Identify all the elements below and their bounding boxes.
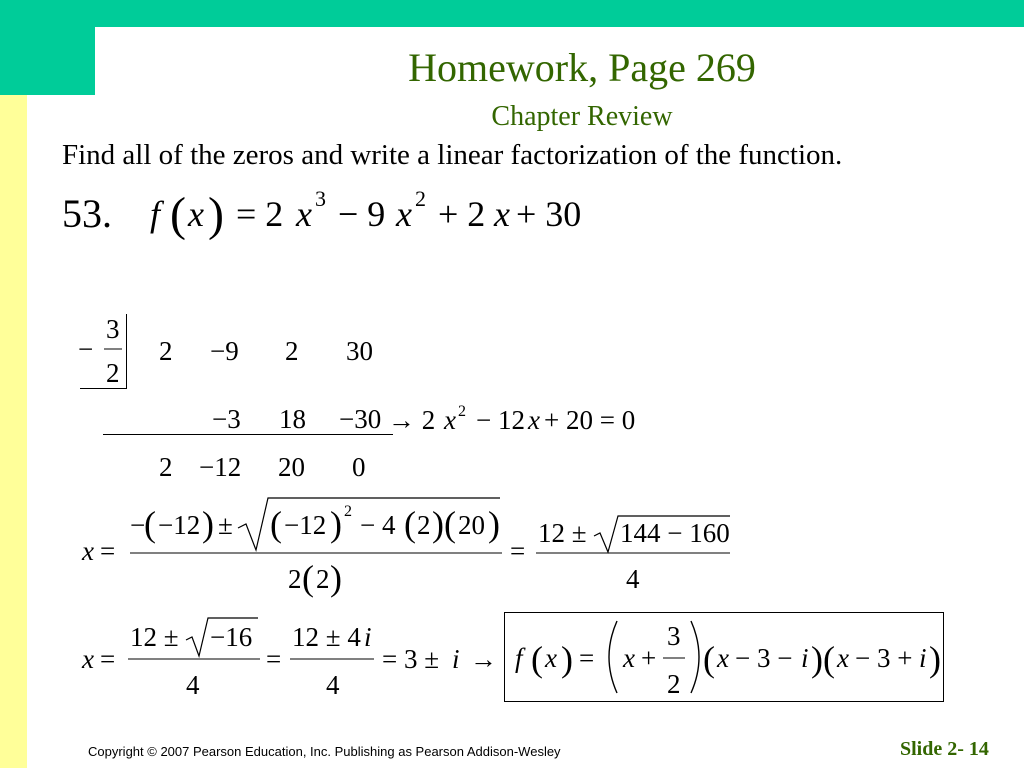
coefficient: 30 — [346, 336, 373, 366]
slide-number: Slide 2- 14 — [900, 738, 989, 760]
result-value: 2 — [159, 452, 173, 482]
svg-text:− 12: − 12 — [476, 405, 525, 435]
svg-text:): ) — [202, 504, 214, 544]
svg-text:=: = — [100, 536, 116, 566]
svg-text:4: 4 — [326, 670, 340, 700]
product: −3 — [212, 404, 241, 434]
svg-text:2: 2 — [106, 358, 120, 388]
svg-text:→: → — [470, 644, 497, 674]
svg-text:(: ( — [404, 504, 416, 544]
svg-text:2: 2 — [667, 669, 681, 699]
copyright-text: Copyright © 2007 Pearson Education, Inc. Publishing as Pearson Addison-Wesley — [88, 744, 561, 759]
svg-text:+ 20 = 0: + 20 = 0 — [544, 405, 636, 435]
svg-text:12 ±: 12 ± — [130, 622, 179, 652]
svg-text:(: ( — [144, 504, 156, 544]
svg-text:− 9: − 9 — [338, 194, 386, 234]
svg-text:2: 2 — [417, 510, 431, 540]
svg-text:=: = — [100, 644, 116, 674]
svg-text:): ) — [929, 639, 941, 679]
svg-text:− 3 −: − 3 − — [735, 643, 793, 673]
svg-text:−12: −12 — [284, 510, 327, 540]
svg-text:→ 2: → 2 — [388, 405, 436, 435]
svg-text:): ) — [330, 558, 342, 598]
svg-text:i: i — [801, 643, 809, 673]
division-line — [103, 434, 393, 435]
svg-text:x: x — [396, 194, 412, 234]
solution-line — [78, 614, 508, 704]
top-accent-bar — [0, 0, 1024, 27]
svg-text:(: ( — [170, 188, 186, 241]
product: −30 — [339, 404, 382, 434]
svg-text:20: 20 — [458, 510, 485, 540]
svg-text:= 3 ±: = 3 ± — [382, 644, 440, 674]
svg-text:3: 3 — [315, 186, 326, 211]
svg-text:)(: )( — [811, 639, 835, 679]
svg-text:= 2: = 2 — [236, 194, 284, 234]
svg-text:x: x — [717, 643, 729, 673]
svg-text:−: − — [130, 510, 146, 540]
svg-text:x: x — [545, 643, 557, 673]
quotient-equation — [388, 400, 668, 440]
svg-text:144 − 160: 144 − 160 — [620, 518, 730, 548]
problem-number: 53. — [62, 191, 112, 236]
svg-text:=: = — [579, 643, 595, 673]
svg-text:12 ± 4: 12 ± 4 — [292, 622, 361, 652]
slide-subtitle: Chapter Review — [491, 101, 673, 132]
svg-text:i: i — [452, 644, 460, 674]
factorization-box — [504, 612, 944, 702]
factorization — [505, 613, 943, 701]
svg-text:): ) — [561, 639, 573, 679]
quadratic-formula — [78, 494, 758, 604]
svg-text:2: 2 — [415, 186, 426, 211]
svg-text:±: ± — [218, 510, 233, 540]
svg-text:x: x — [296, 194, 312, 234]
svg-text:=: = — [266, 644, 282, 674]
svg-text:−12: −12 — [158, 510, 201, 540]
svg-text:2: 2 — [316, 564, 330, 594]
svg-text:): ) — [330, 504, 342, 544]
svg-text:2: 2 — [344, 503, 352, 520]
svg-text:=: = — [510, 536, 526, 566]
svg-text:− 4: − 4 — [360, 510, 396, 540]
svg-text:): ) — [488, 504, 500, 544]
svg-text:(: ( — [703, 639, 715, 679]
svg-text:3: 3 — [667, 621, 681, 651]
instructions-text: Find all of the zeros and write a linear factorization of the function. — [62, 139, 843, 171]
product: 18 — [279, 404, 306, 434]
svg-text:(: ( — [531, 639, 543, 679]
svg-text:x: x — [82, 644, 94, 674]
svg-text:): ) — [208, 188, 224, 241]
svg-text:2: 2 — [458, 403, 466, 420]
svg-text:i: i — [364, 622, 372, 652]
svg-text:x: x — [494, 194, 510, 234]
slide-title: Homework, Page 269 — [408, 45, 756, 90]
svg-text:f: f — [515, 643, 523, 673]
svg-text:4: 4 — [626, 564, 640, 594]
divisor — [78, 312, 128, 392]
svg-text:f: f — [150, 194, 161, 234]
svg-text:x: x — [528, 405, 540, 435]
svg-text:− 3 +: − 3 + — [855, 643, 913, 673]
svg-text:i: i — [919, 643, 927, 673]
svg-text:(: ( — [270, 504, 282, 544]
svg-text:−: − — [78, 334, 94, 364]
svg-text:x: x — [623, 643, 635, 673]
svg-text:12 ±: 12 ± — [538, 518, 587, 548]
svg-text:4: 4 — [186, 670, 200, 700]
svg-text:x: x — [444, 405, 456, 435]
svg-text:+ 2: + 2 — [438, 194, 486, 234]
function-definition — [150, 186, 600, 246]
result-value: 0 — [352, 452, 366, 482]
svg-text:−16: −16 — [210, 622, 253, 652]
svg-text:(: ( — [302, 558, 314, 598]
svg-text:+ 30: + 30 — [516, 194, 582, 234]
coefficient: 2 — [285, 336, 299, 366]
svg-text:x: x — [837, 643, 849, 673]
svg-text:x: x — [82, 536, 94, 566]
result-value: 20 — [278, 452, 305, 482]
svg-text:)(: )( — [432, 504, 456, 544]
result-value: −12 — [199, 452, 242, 482]
coefficient: −9 — [210, 336, 239, 366]
svg-text:+: + — [641, 643, 657, 673]
coefficient: 2 — [159, 336, 173, 366]
svg-text:2: 2 — [288, 564, 302, 594]
svg-text:x: x — [188, 194, 204, 234]
svg-text:3: 3 — [106, 314, 120, 344]
